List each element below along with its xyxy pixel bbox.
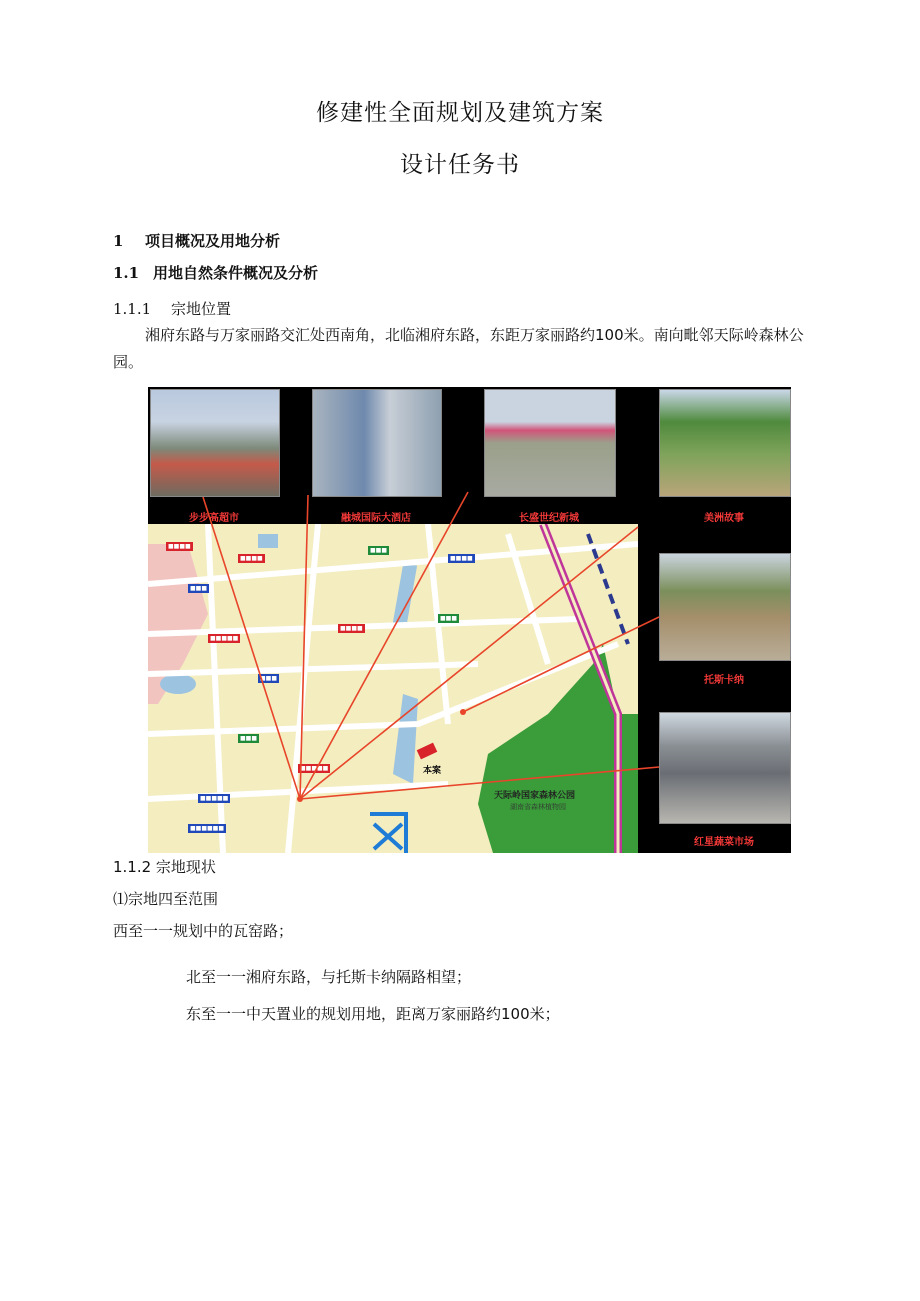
section-heading-1-1 xyxy=(113,262,318,283)
sight-lines xyxy=(148,387,791,853)
map-sign: ■■■■■ xyxy=(300,765,329,772)
boundary-east: 东至一一中天置业的规划用地，距离万家丽路约100米； xyxy=(186,1005,560,1023)
site-label: 本案 xyxy=(423,766,442,776)
map-sign: ■■■ xyxy=(240,735,258,742)
caption-hotel: 融城国际大酒店 xyxy=(341,513,411,524)
section-heading-1-1-1 xyxy=(113,296,231,323)
caption-vegetable-market: 红星蔬菜市场 xyxy=(694,837,754,848)
caption-americas-story: 美洲故事 xyxy=(704,513,744,524)
section-title: 用地自然条件概况及分析 xyxy=(153,264,319,282)
map-sign: ■■■■ xyxy=(340,625,363,632)
sight-line xyxy=(203,497,300,799)
section-title: 宗地位置 xyxy=(171,300,232,318)
document-title: 修建性全面规划及建筑方案 xyxy=(316,100,604,126)
sight-line xyxy=(300,495,308,799)
boundary-north: 北至一一湘府东路，与托斯卡纳隔路相望； xyxy=(186,968,472,986)
map-sign: ■■■■■ xyxy=(200,795,229,802)
map-sign: ■■■■ xyxy=(240,555,263,562)
section-number: 1.1.1 xyxy=(113,300,152,318)
subsection-item: ⑴宗地四至范围 xyxy=(113,890,219,908)
map-sign: ■■■■■ xyxy=(210,635,239,642)
map-sign: ■■■■■■ xyxy=(190,825,225,832)
caption-new-city: 长盛世纪新城 xyxy=(519,513,579,524)
map-sign: ■■■ xyxy=(440,615,458,622)
sight-line xyxy=(300,527,638,799)
section-number: 1.1 xyxy=(113,264,140,282)
location-map-figure xyxy=(148,387,791,853)
sight-line xyxy=(300,492,468,799)
sight-line xyxy=(300,767,659,799)
map-sign: ■■■ xyxy=(190,585,208,592)
forest-label: 天际岭国家森林公园 xyxy=(494,791,576,801)
location-paragraph: 湘府东路与万家丽路交汇处西南角，北临湘府东路，东距万家丽路约100米。南向毗邻天际岭森林公园。 xyxy=(113,326,804,371)
section-heading-1 xyxy=(113,230,280,251)
section-number: 1 xyxy=(113,232,124,250)
map-sign: ■■■ xyxy=(260,675,278,682)
document-subtitle: 设计任务书 xyxy=(400,152,520,178)
boundary-west: 西至一一规划中的瓦窑路； xyxy=(113,922,294,940)
map-sign: ■■■ xyxy=(370,547,388,554)
sight-line xyxy=(463,617,659,712)
section-title: 项目概况及用地分析 xyxy=(145,232,281,250)
map-sign: ■■■■ xyxy=(168,543,191,550)
viewpoint-marker xyxy=(460,709,466,715)
viewpoint-marker xyxy=(297,796,303,802)
subsection-heading: 1.1.2 宗地现状 xyxy=(113,858,216,876)
caption-supermarket: 步步高超市 xyxy=(189,513,239,524)
forest-sublabel: 湖南省森林植物园 xyxy=(510,803,566,811)
map-sign: ■■■■ xyxy=(450,555,473,562)
caption-tuscany: 托斯卡纳 xyxy=(704,675,744,686)
